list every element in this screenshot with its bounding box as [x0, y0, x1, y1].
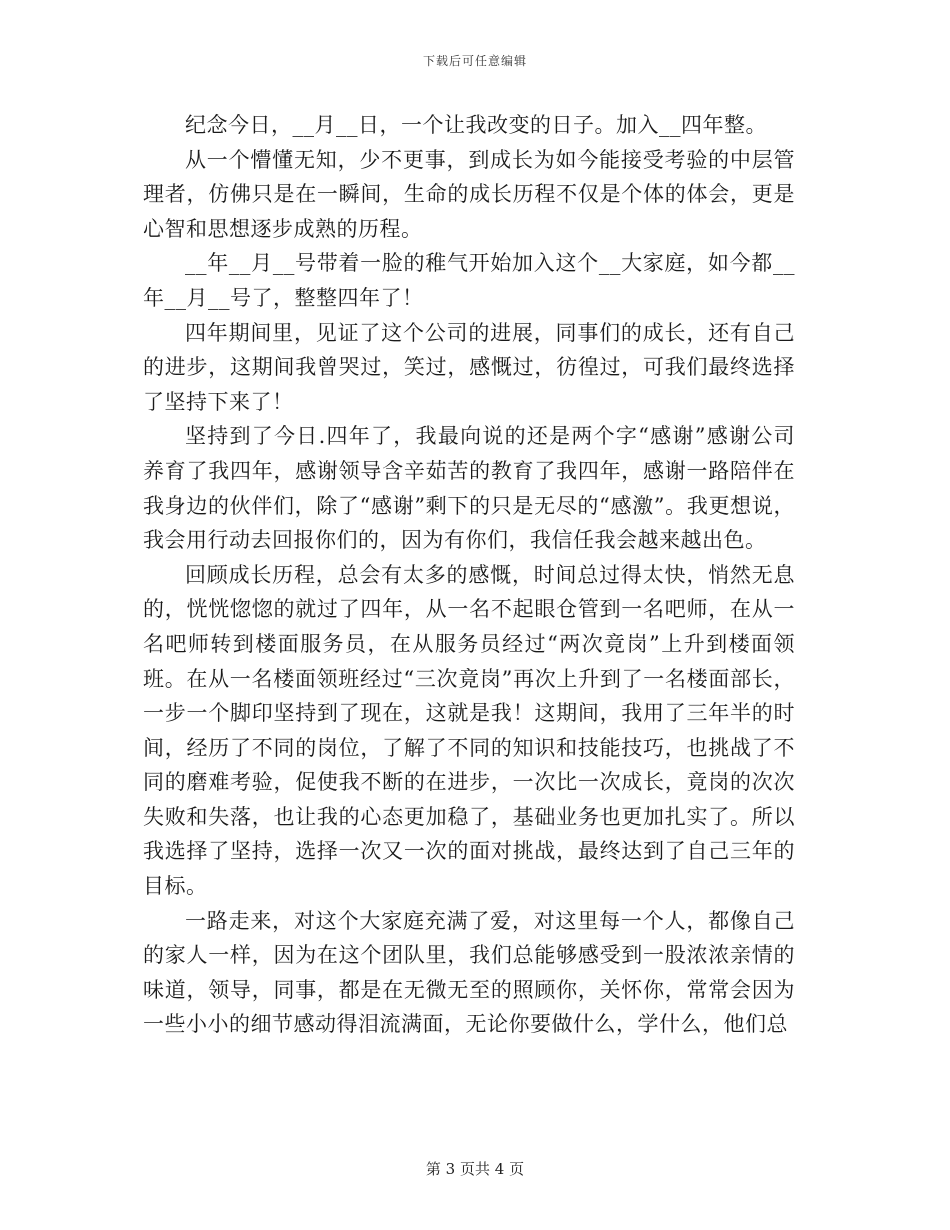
paragraph-3: __年__月__号带着一脸的稚气开始加入这个__大家庭，如今都__年__月__号了，整整四年了！ — [143, 251, 795, 310]
paragraph-1: 纪念今日，__月__日，一个让我改变的日子。加入__四年整。 — [185, 113, 767, 137]
paragraph-7: 一路走来，对这个大家庭充满了爱，对这里每一个人，都像自己的家人一样，因为在这个团队里，我们总能够感受到一股浓浓亲情的味道，领导，同事，都是在无微无至的照顾你，关怀你，常常会因为一些小小的细节感动得泪流满面，无论你要做什么，学什么，他们总 — [143, 908, 795, 1037]
paragraph-2: 从一个懵懂无知，少不更事，到成长为如今能接受考验的中层管理者，仿佛只是在一瞬间，生命的成长历程不仅是个体的体会，更是心智和思想逐步成熟的历程。 — [143, 147, 795, 241]
document-body — [143, 108, 795, 1042]
page-header-note: 下载后可任意编辑 — [422, 54, 527, 68]
paragraph-4: 四年期间里，见证了这个公司的进展，同事们的成长，还有自己的进步，这期间我曾哭过，笑过，感慨过，彷徨过，可我们最终选择了坚持下来了！ — [143, 320, 795, 414]
page-number: 第 3 页共 4 页 — [425, 1160, 525, 1178]
paragraph-5: 坚持到了今日.四年了，我最向说的还是两个字“感谢”感谢公司养育了我四年，感谢领导含辛茹苦的教育了我四年，感谢一路陪伴在我身边的伙伴们，除了“感谢”剩下的只是无尽的“感激”。我更想说，我会用行动去回报你们的，因为有你们，我信任我会越来越出色。 — [143, 424, 795, 553]
paragraph-6: 回顾成长历程，总会有太多的感慨，时间总过得太快，悄然无息的，恍恍惚惚的就过了四年，从一名不起眼仓管到一名吧师，在从一名吧师转到楼面服务员，在从服务员经过“两次竟岗”上升到楼面领班。在从一名楼面领班经过“三次竟岗”再次上升到了一名楼面部长，一步一个脚印坚持到了现在，这就是我！这期间，我用了三年半的时间，经历了不同的岗位，了解了不同的知识和技能技巧，也挑战了不同的磨难考验，促使我不断的在进步，一次比一次成长，竟岗的次次失败和失落，也让我的心态更加稳了，基础业务也更加扎实了。所以我选择了坚持，选择一次又一次的面对挑战，最终达到了自己三年的目标。 — [143, 562, 795, 899]
